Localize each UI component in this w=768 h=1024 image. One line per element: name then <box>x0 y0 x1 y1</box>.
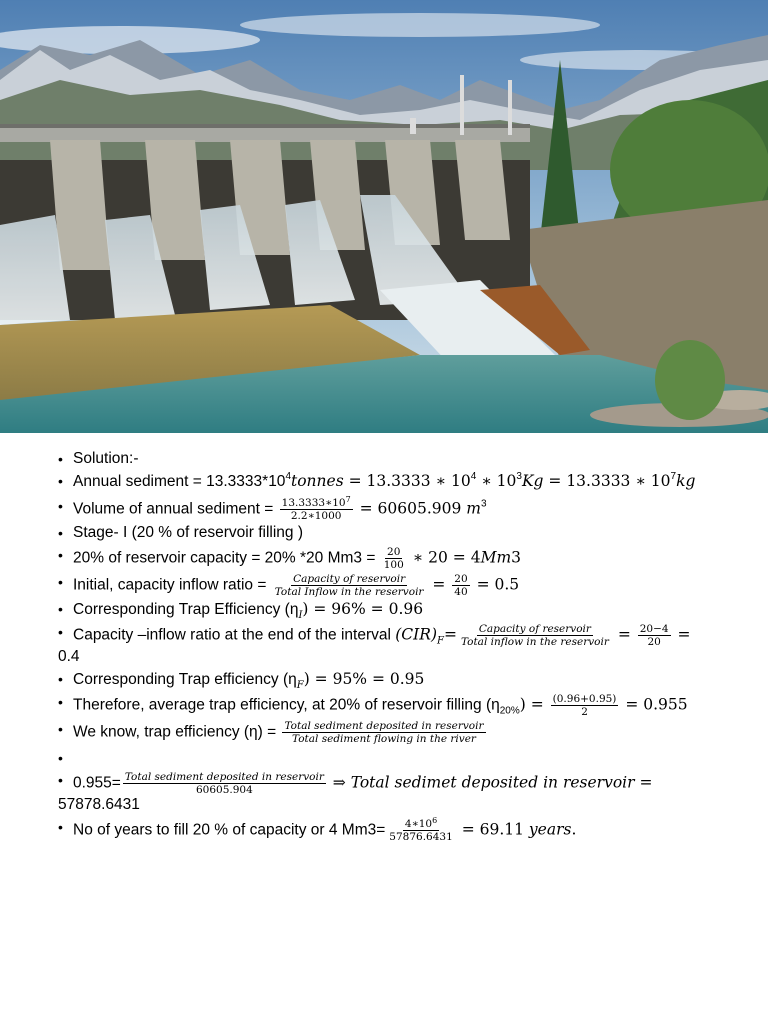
exponent: 3 <box>480 498 487 510</box>
equation-text: = <box>443 625 457 644</box>
equation-text: ∗ 20 = 4 <box>407 548 481 567</box>
equation-text: = <box>634 773 653 792</box>
unit-text: tonnes <box>291 472 344 490</box>
equation-text: = 0.955 <box>620 695 688 714</box>
bullet-trap-efficiency-definition <box>58 720 768 745</box>
numerator: 4∗10 <box>404 818 433 830</box>
denominator: 2 <box>581 706 588 718</box>
bullet-stage <box>58 524 768 542</box>
equation-text: = <box>672 625 691 644</box>
subscript: F <box>437 635 444 647</box>
deposited-text: Total sedimet deposited in reservoir <box>350 773 635 792</box>
annual-sediment-label: Annual sediment = 13.3333*10 <box>73 473 286 490</box>
bullet-annual-sediment <box>58 472 768 491</box>
bullet-sediment-deposited <box>58 771 768 814</box>
definition-label: We know, trap efficiency (η) = <box>73 723 281 741</box>
years-label: No of years to fill 20 % of capacity or 4 Mm3= <box>73 821 386 839</box>
cir-label: Capacity –inflow ratio at the end of the interval <box>73 626 396 644</box>
unit-text: m <box>466 499 481 518</box>
numerator: 20 <box>454 573 468 585</box>
exponent: 3 <box>516 471 522 482</box>
denominator: Total inflow in the reservoir <box>460 636 609 648</box>
exponent: 7 <box>670 471 677 482</box>
volume-label: Volume of annual sediment = <box>73 500 278 518</box>
subscript: F <box>296 680 304 691</box>
stage-text: Stage- I (20 % of reservoir filling ) <box>73 524 304 541</box>
equation-text: ) = 96% = 0.96 <box>302 600 424 618</box>
subscript: 20% <box>499 705 520 717</box>
equation-text: = <box>612 625 636 644</box>
numerator: Total sediment deposited in reservoir <box>284 720 484 732</box>
bullet-empty <box>58 749 768 767</box>
bullet-volume-annual-sediment <box>58 497 768 522</box>
subscript: I <box>298 610 303 621</box>
numerator: Capacity of reservoir <box>293 573 406 585</box>
equation-text: = 0.5 <box>471 575 520 594</box>
equation-text: ∗ 10 <box>476 472 517 490</box>
wrapped-value: 0.4 <box>58 648 80 665</box>
solution-content <box>0 450 768 843</box>
equation-text: ) = 95% = 0.95 <box>303 670 425 688</box>
solution-heading: Solution:- <box>73 450 139 467</box>
denominator: 20 <box>647 636 661 648</box>
fraction <box>452 573 469 598</box>
fraction <box>123 771 326 796</box>
equation-text: = 69.11 <box>456 820 529 839</box>
period: . <box>571 820 577 839</box>
numerator: 13.3333∗10 <box>281 497 346 509</box>
fraction <box>273 573 426 598</box>
fraction <box>382 546 406 571</box>
bullet-trap-efficiency-final <box>58 670 768 689</box>
equation-text: = 13.3333 ∗ 10 <box>343 472 471 490</box>
denominator: Total sediment flowing in the river <box>292 733 476 745</box>
denominator: 60605.904 <box>195 784 253 796</box>
denominator: 57876.6431 <box>389 831 453 843</box>
trap-efficiency-label: Corresponding Trap Efficiency (η <box>73 601 299 618</box>
numerator: (0.96+0.95) <box>552 693 617 705</box>
fraction <box>459 623 611 648</box>
denominator: Total Inflow in the reservoir <box>274 586 424 598</box>
bullet-average-trap-efficiency <box>58 693 768 718</box>
unit-text: kg <box>676 472 696 490</box>
unit-text: Kg <box>521 472 544 490</box>
numerator: 20 <box>387 546 401 558</box>
exponent: 6 <box>432 816 438 825</box>
numerator: 20−4 <box>639 623 669 635</box>
equation-text: 3 <box>511 548 522 567</box>
bullet-years-to-fill <box>58 818 768 843</box>
denominator: 2.2∗1000 <box>290 510 342 522</box>
capacity-label: 20% of reservoir capacity = 20% *20 Mm3 = <box>73 549 380 567</box>
average-label: Therefore, average trap efficiency, at 20% of reservoir filling (η <box>73 696 500 714</box>
cir-symbol: (CIR) <box>395 625 437 644</box>
exponent: 4 <box>470 471 477 482</box>
bullet-reservoir-capacity <box>58 546 768 571</box>
fraction <box>551 693 619 718</box>
exponent: 7 <box>345 495 351 504</box>
bullet-solution <box>58 450 768 468</box>
dam-spillway-photo <box>0 0 768 433</box>
trap-efficiency-label: Corresponding Trap efficiency (η <box>73 671 297 688</box>
equation-text: = 13.3333 ∗ 10 <box>543 472 671 490</box>
numerator: Total sediment deposited in reservoir <box>124 771 324 783</box>
fraction <box>638 623 671 648</box>
fraction <box>387 818 454 843</box>
bullet-capacity-inflow-end <box>58 623 768 666</box>
wrapped-value: 57878.6431 <box>58 796 140 813</box>
implies-arrow: ⇒ <box>327 773 351 792</box>
ratio-label: Initial, capacity inflow ratio = <box>73 576 271 594</box>
numerator: Capacity of reservoir <box>478 623 591 635</box>
unit-text: Mm <box>480 548 512 567</box>
exponent: 4 <box>285 471 291 482</box>
equation-text: = <box>427 575 451 594</box>
unit-text: years <box>528 820 572 839</box>
bullet-capacity-inflow-ratio <box>58 573 768 598</box>
fraction <box>282 720 485 745</box>
denominator: 40 <box>454 586 468 598</box>
equation-text: ) = <box>519 695 549 714</box>
fraction <box>280 497 353 522</box>
bullet-trap-efficiency-initial <box>58 600 768 619</box>
denominator: 100 <box>383 559 404 571</box>
efficiency-value: 0.955= <box>73 774 121 792</box>
equation-text: = 60605.909 <box>354 499 467 518</box>
solution-bullets <box>0 450 768 843</box>
